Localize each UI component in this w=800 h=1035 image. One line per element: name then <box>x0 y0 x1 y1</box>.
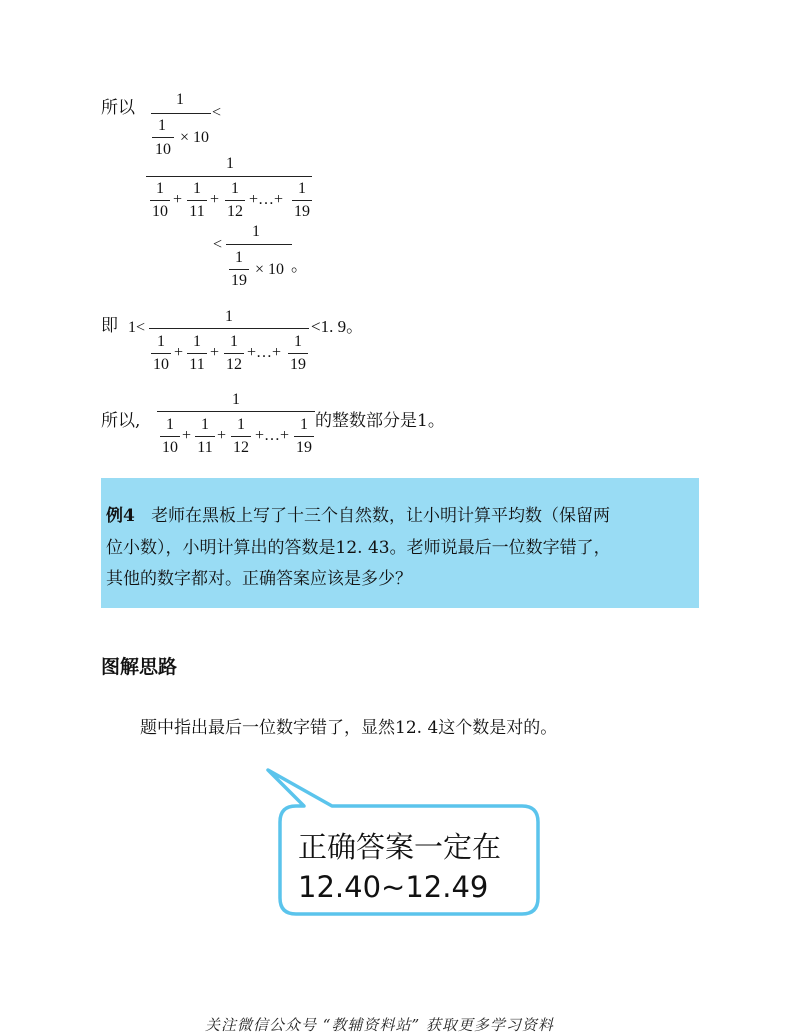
frac2-dots: +…+ <box>249 191 284 208</box>
frac2-bar <box>146 176 312 177</box>
frac5-plus1: + <box>182 427 192 444</box>
frac5-t2-den: 11 <box>197 439 213 456</box>
frac2-numerator: 1 <box>226 155 234 172</box>
frac4-t4-den: 19 <box>290 356 306 373</box>
frac4-t3-num: 1 <box>230 333 238 350</box>
frac2-t2-den: 11 <box>189 203 205 220</box>
ji-left: 1< <box>128 319 146 336</box>
frac3-inner-den: 19 <box>231 272 247 289</box>
frac4-t3-den: 12 <box>226 356 242 373</box>
section-heading: 图解思路 <box>101 656 178 678</box>
bubble-line-2: 12.40~12.49 <box>298 870 489 904</box>
frac1-inner-num: 1 <box>158 117 166 134</box>
text-so-2: 所以, <box>101 411 141 431</box>
frac4-plus2: + <box>210 344 220 361</box>
frac5-t2-bar <box>195 436 215 437</box>
frac2-t2-num: 1 <box>193 180 201 197</box>
frac1-numerator: 1 <box>176 91 184 108</box>
frac3-times: × 10 <box>255 261 285 278</box>
example-line-2: 位小数），小明计算出的答数是12. 43。老师说最后一位数字错了， <box>106 538 611 558</box>
frac2-t1-den: 10 <box>152 203 168 220</box>
frac2-t2-bar <box>187 200 207 201</box>
frac5-t3-den: 12 <box>233 439 249 456</box>
frac5-t4-bar <box>294 436 314 437</box>
frac1-times: × 10 <box>180 129 210 146</box>
frac2-t3-bar <box>225 200 245 201</box>
frac5-t4-den: 19 <box>296 439 312 456</box>
frac2-t1-bar <box>150 200 170 201</box>
text-so: 所以 <box>101 98 135 118</box>
frac3-inner-bar <box>229 269 249 270</box>
frac4-t1-bar <box>151 353 171 354</box>
frac5-plus2: + <box>217 427 227 444</box>
frac5-t4-num: 1 <box>300 416 308 433</box>
frac2-t4-den: 19 <box>294 203 310 220</box>
frac2-plus1: + <box>173 191 183 208</box>
frac4-dots: +…+ <box>247 344 282 361</box>
frac4-t4-bar <box>288 353 308 354</box>
frac4-t2-num: 1 <box>193 333 201 350</box>
frac2-t3-den: 12 <box>227 203 243 220</box>
frac2-plus2: + <box>210 191 220 208</box>
frac1-bar <box>151 113 211 114</box>
frac1-inner-den: 10 <box>155 141 171 158</box>
frac5-t2-num: 1 <box>201 416 209 433</box>
ji-right: <1. 9。 <box>311 317 364 336</box>
period: 。 <box>291 256 308 276</box>
frac3-inner-num: 1 <box>235 249 243 266</box>
frac5-numerator: 1 <box>232 391 240 408</box>
frac1-inner-bar <box>152 137 174 138</box>
frac5-t3-bar <box>231 436 251 437</box>
frac4-t1-num: 1 <box>157 333 165 350</box>
frac5-t1-bar <box>160 436 180 437</box>
frac2-t4-num: 1 <box>298 180 306 197</box>
frac2-t1-num: 1 <box>156 180 164 197</box>
frac4-t1-den: 10 <box>153 356 169 373</box>
frac4-t3-bar <box>224 353 244 354</box>
frac5-dots: +…+ <box>255 427 290 444</box>
frac5-t3-num: 1 <box>237 416 245 433</box>
frac2-t3-num: 1 <box>231 180 239 197</box>
frac4-t4-num: 1 <box>294 333 302 350</box>
example-label: 例4 <box>106 506 135 526</box>
example-text-1: 老师在黑板上写了十三个自然数，让小明计算平均数（保留两 <box>151 506 611 526</box>
frac4-t2-den: 11 <box>189 356 205 373</box>
frac5-bar <box>157 411 315 412</box>
frac4-t2-bar <box>187 353 207 354</box>
frac5-t1-num: 1 <box>166 416 174 433</box>
so2-tail: 的整数部分是1。 <box>315 411 445 431</box>
example-box <box>101 478 699 608</box>
frac3-numerator: 1 <box>252 223 260 240</box>
text-ji: 即 <box>101 316 118 336</box>
lt-sign: < <box>212 104 222 121</box>
frac4-numerator: 1 <box>225 308 233 325</box>
example-line-1 <box>106 508 610 525</box>
example-line-3: 其他的数字都对。正确答案应该是多少？ <box>106 569 412 589</box>
bubble-line-1: 正确答案一定在 <box>298 830 502 864</box>
section-body: 题中指出最后一位数字错了，显然12. 4这个数是对的。 <box>140 718 558 738</box>
frac2-t4-bar <box>292 200 312 201</box>
frac4-plus1: + <box>174 344 184 361</box>
frac4-bar <box>149 328 309 329</box>
footer-watermark: 关注微信公众号 “教辅资料站” 获取更多学习资料 <box>205 1016 554 1034</box>
lt-sign-2: < <box>213 236 223 253</box>
frac3-bar <box>226 244 292 245</box>
frac5-t1-den: 10 <box>162 439 178 456</box>
